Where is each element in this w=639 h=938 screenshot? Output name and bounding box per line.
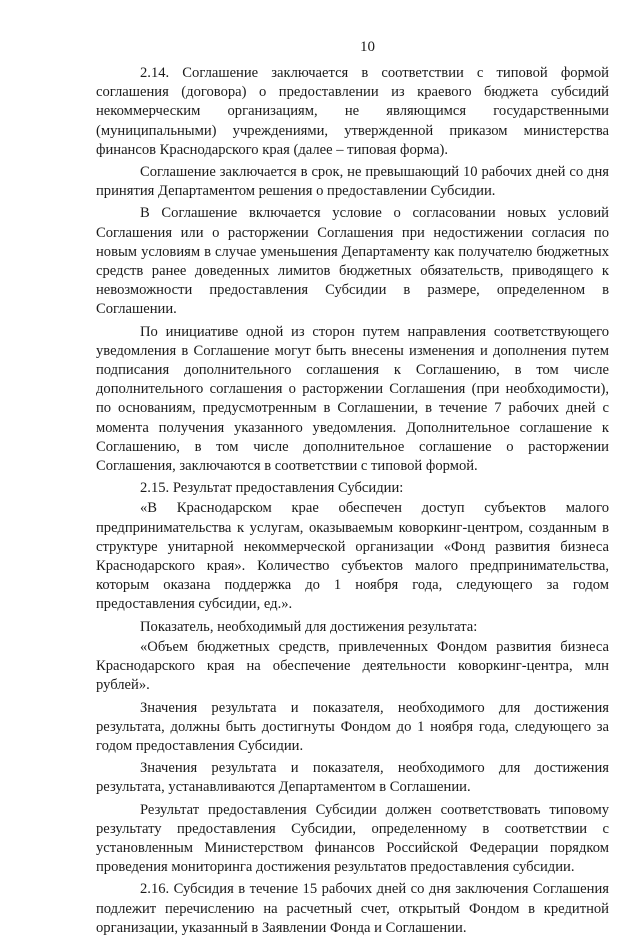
paragraph-2-15: 2.15. Результат предоставления Субсидии: [140,480,404,497]
paragraph-amendments: По инициативе одной из сторон путем направления соответствующего уведомления в Соглашение могут быть внесены изменения и дополнения путем подписания дополнительного соглашения к Соглашению, в том числе дополнительного соглашения о расторжении Соглашения (при необходимости), по основаниям, предусмотренным в Соглашении, в течение 7 рабочих дней с момента получения указанного уведомления. Дополнительное соглашение к Соглашению, в том числе дополнительное соглашение о расторжении Соглашения, заключаются в соответствии с типовой формой. [96,323,609,475]
paragraph-2-16: 2.16. Субсидия в течение 15 рабочих дней со дня заключения Соглашения подлежит перечислению на расчетный счет, открытый Фондом в кредитной организации, указанный в Заявлении Фонда и Соглашении. [96,881,609,936]
paragraph-indicator-quote: «Объем бюджетных средств, привлеченных Фондом развития бизнеса Краснодарского края на обеспечение деятельности коворкинг-центра, млн рублей». [96,638,609,694]
paragraph-values-set: Значения результата и показателя, необходимого для достижения результата, устанавливаются Департаментом в Соглашении. [96,760,609,796]
paragraph-result-quote: «В Краснодарском крае обеспечен доступ субъектов малого предпринимательства к услугам, оказываемым коворкинг-центром, созданным в структуре унитарной некоммерческой организации «Фонд развития бизнеса Краснодарского края». Количество субъектов малого предпринимательства, которым оказана поддержка до 1 ноября года, следующего за годом предоставления субсидии, ед.». [96,500,609,613]
paragraph-indicator-heading: Показатель, необходимый для достижения результата: [140,618,478,635]
paragraph-values-deadline: Значения результата и показателя, необходимого для достижения результата, должны быть достигнуты Фондом до 1 ноября года, следующего за годом предоставления Субсидии. [96,699,609,754]
paragraph-typical-result: Результат предоставления Субсидии должен соответствовать типовому результату предоставления Субсидии, определенному в соответствии с установленным Министерством финансов Российской Федерации порядком проведения мониторинга достижения результатов предоставления субсидии. [96,801,609,876]
paragraph-agreement-term: Соглашение заключается в срок, не превышающий 10 рабочих дней со дня принятия Департаментом решения о предоставлении Субсидии. [96,164,609,200]
paragraph-new-conditions: В Соглашение включается условие о согласовании новых условий Соглашения или о расторжении Соглашения при недостижении согласия по новым условиям в случае уменьшения Департаменту как получателю бюджетных средств ранее доведенных лимитов бюджетных обязательств, приводящего к невозможности предоставления Субсидии в размере, определенном в Соглашении. [96,205,609,318]
paragraph-2-14: 2.14. Соглашение заключается в соответствии с типовой формой соглашения (договора) о предоставлении из краевого бюджета субсидий некоммерческим организациям, не являющимся государственными (муниципальными) учреждениями, утвержденной приказом министерства финансов Краснодарского края (далее – типовая форма). [96,65,609,158]
page-number: 10 [360,39,375,55]
